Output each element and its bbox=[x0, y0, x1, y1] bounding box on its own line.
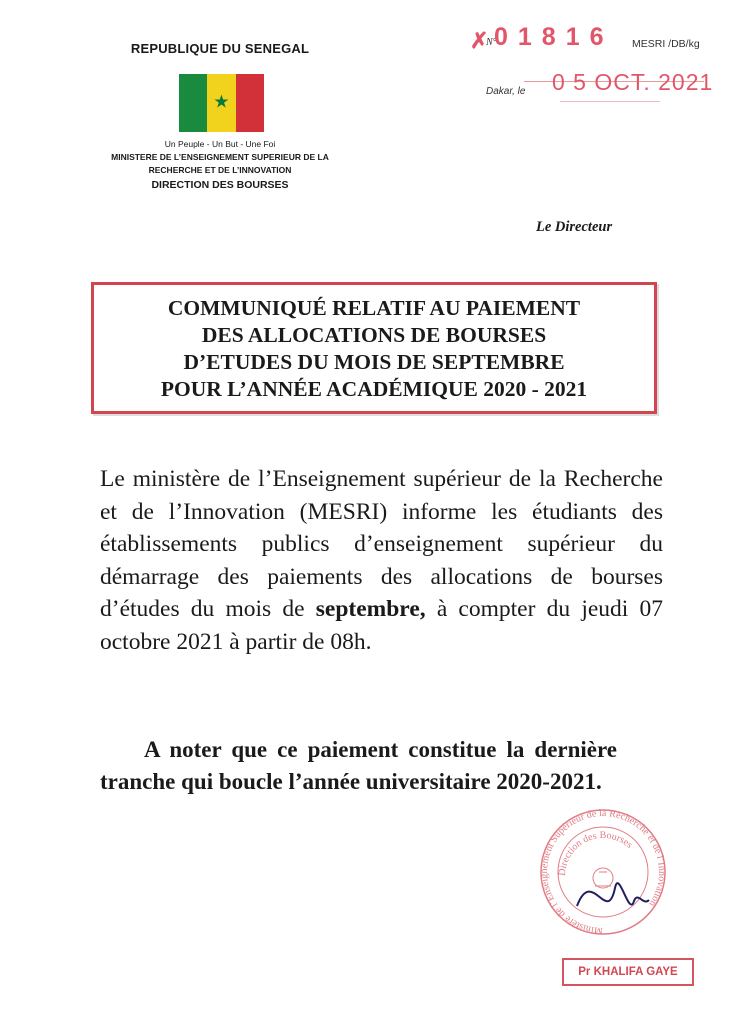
body-paragraph bbox=[100, 463, 663, 658]
official-seal bbox=[537, 806, 669, 946]
number-mark: ✗ bbox=[470, 28, 489, 53]
ministry-name bbox=[95, 151, 345, 177]
reference-number-stamp: 01816 bbox=[494, 23, 614, 51]
direction-name: DIRECTION DES BOURSES bbox=[151, 179, 289, 191]
flag-stripe-green bbox=[179, 74, 207, 132]
body-text-part-2: à compter du jeudi 07 octobre 2021 à partir de 08h. bbox=[100, 596, 663, 655]
ministry-line-2: RECHERCHE ET DE L’INNOVATION bbox=[148, 165, 292, 175]
reference-prefix: N° bbox=[486, 37, 497, 48]
flag-star-icon: ★ bbox=[213, 91, 230, 113]
place-label: Dakar, le bbox=[486, 86, 526, 97]
country-name: REPUBLIQUE DU SENEGAL bbox=[130, 41, 310, 56]
title-box bbox=[91, 282, 657, 414]
body-month: septembre, bbox=[315, 596, 426, 622]
national-motto: Un Peuple - Un But - Une Foi bbox=[164, 139, 276, 149]
seal-emblem-icon bbox=[593, 868, 613, 888]
flag-stripe-red bbox=[236, 74, 264, 132]
seal-outer-text: Ministère de l’Enseignement Supérieur de la Recherche et de l’Innovation bbox=[539, 807, 668, 937]
seal-inner-text: Direction des Bourses bbox=[556, 829, 635, 877]
date-stamp: 0 5 OCT. 2021 bbox=[552, 69, 714, 95]
ministry-line-1: MINISTERE DE L’ENSEIGNEMENT SUPERIEUR DE LA bbox=[111, 152, 329, 162]
signature-icon bbox=[577, 883, 649, 906]
note-paragraph: A noter que ce paiement constitue la dernière tranche qui boucle l’année universitaire 2020-2021. bbox=[100, 737, 617, 794]
date-line bbox=[560, 101, 660, 102]
body-text-part-1: Le ministère de l’Enseignement supérieur de la Recherche et de l’Innovation (MESRI) informe les étudiants des établissements publics d’enseignement supérieur du démarrage des paiements des allocations de bourses d’études du mois de bbox=[100, 466, 663, 622]
reference-suffix: MESRI /DB/kg bbox=[632, 38, 700, 50]
signer-name: Pr KHALIFA GAYE bbox=[562, 958, 694, 986]
senegal-flag bbox=[179, 74, 264, 132]
communique-title: COMMUNIQUÉ RELATIF AU PAIEMENT DES ALLOCATIONS DE BOURSES D’ETUDES DU MOIS DE SEPTEMBRE POUR L’ANNÉE ACADÉMIQUE 2020 - 2021 bbox=[160, 296, 588, 401]
signatory-title: Le Directeur bbox=[536, 219, 613, 235]
